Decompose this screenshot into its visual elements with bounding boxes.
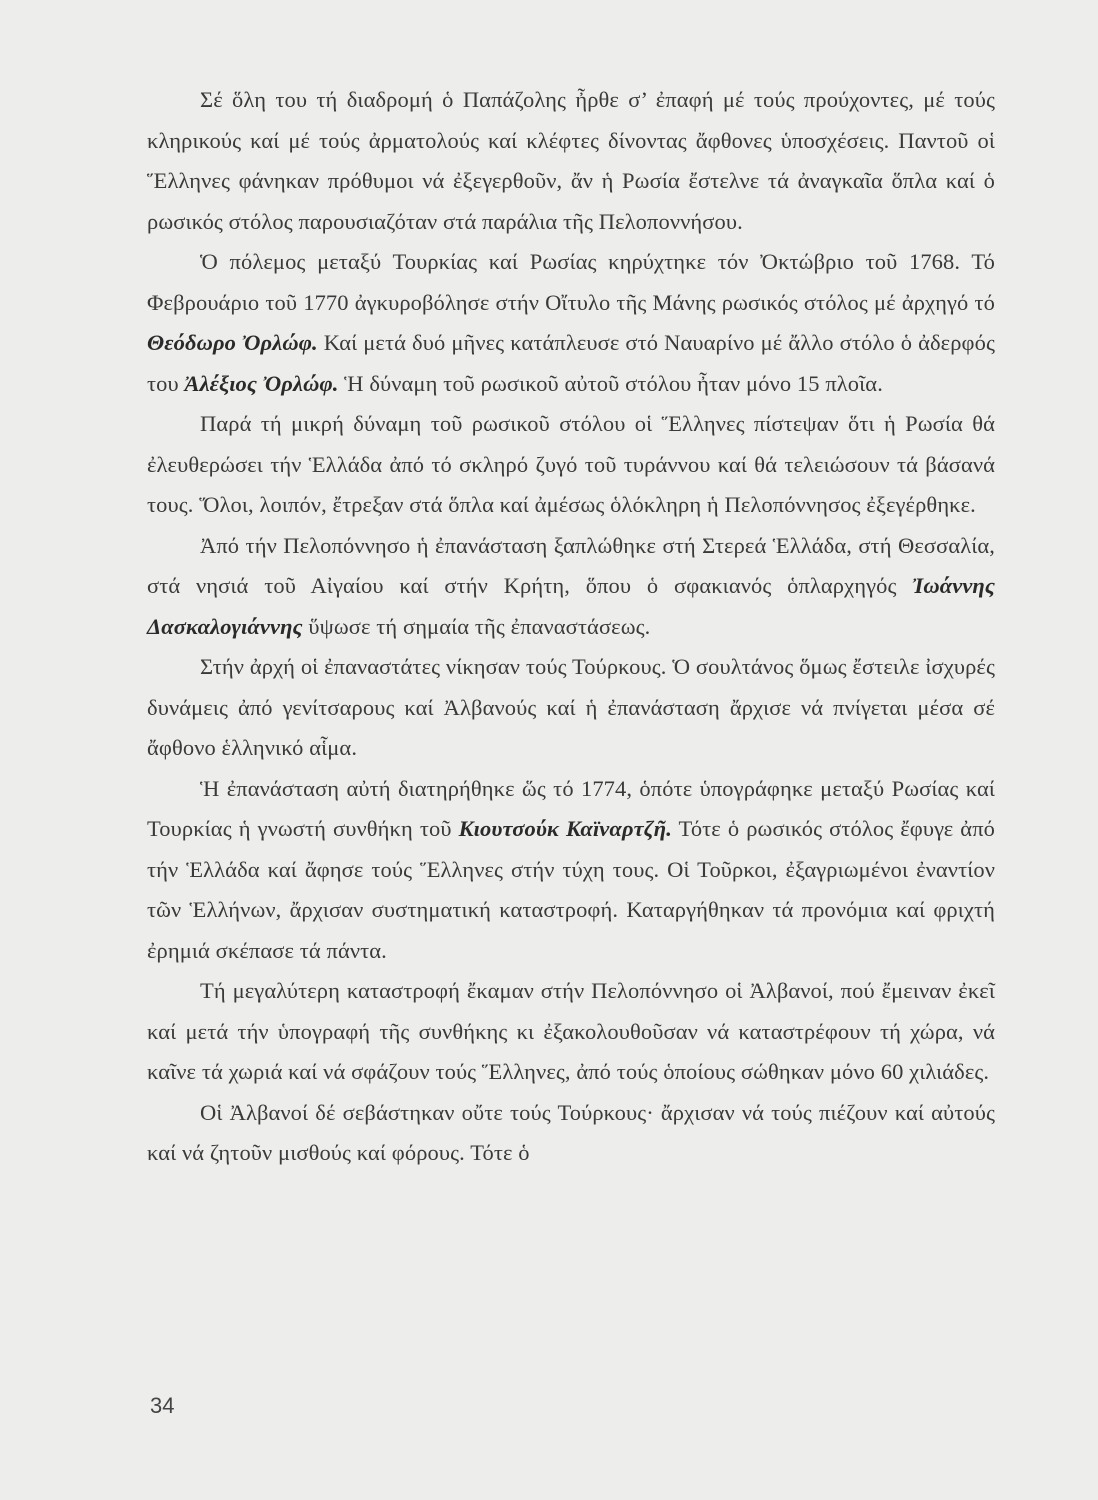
emphasized-name: Κιουτσούκ Καϊναρτζῆ.: [458, 816, 672, 841]
text-segment: Καί μετά δυό μῆνες κατάπλευσε στό Ναυαρίνο μέ ἄλλο στόλο ὁ ἀδερφός του: [147, 330, 995, 396]
text-segment: Οἱ Ἀλβανοί δέ σεβάστηκαν οὔτε τούς Τούρκους· ἄρχισαν νά τούς πιέζουν καί αὐτούς καί νά ζητοῦν μισθούς καί φόρους. Τότε ὁ: [147, 1099, 995, 1165]
text-segment: Σέ ὅλη του τή διαδρομή ὁ Παπάζολης ἦρθε σ’ ἐπαφή μέ τούς προύχοντες, μέ τούς κληρικούς καί μέ τούς ἀρματολούς καί κλέφτες δίνοντας ἄφθονες ὑποσχέσεις. Παντοῦ οἱ Ἕλληνες φάνηκαν πρόθυμοι νά ἐξεγερθοῦν, ἄν ἡ Ρωσία ἔστελνε τά ἀναγκαῖα ὅπλα καί ὁ ρωσικός στόλος παρουσιαζόταν στά παράλια τῆς Πελοποννήσου.: [147, 87, 995, 234]
paragraph-8: [147, 1093, 995, 1174]
body-text: [147, 80, 995, 1174]
paragraph-6: [147, 769, 995, 972]
text-segment: Ἡ ἐπανάσταση αὐτή διατηρήθηκε ὥς τό 1774, ὁπότε ὑπογράφηκε μεταξύ Ρωσίας καί Τουρκίας ἡ γνωστή συνθήκη τοῦ: [147, 775, 995, 841]
text-segment: Ἡ δύναμη τοῦ ρωσικοῦ αὐτοῦ στόλου ἦταν μόνο 15 πλοῖα.: [338, 370, 883, 396]
paragraph-2: [147, 242, 995, 404]
page-number: 34: [150, 1393, 175, 1418]
text-segment: Ὁ πόλεμος μεταξύ Τουρκίας καί Ρωσίας κηρύχτηκε τόν Ὀκτώβριο τοῦ 1768. Τό Φεβρουάριο τοῦ 1770 ἀγκυροβόλησε στήν Οἴτυλο τῆς Μάνης ρωσικός στόλος μέ ἀρχηγό τό: [147, 249, 995, 315]
text-segment: Ἀπό τήν Πελοπόννησο ἡ ἐπανάσταση ξαπλώθηκε στή Στερεά Ἑλλάδα, στή Θεσσαλία, στά νησιά τοῦ Αἰγαίου καί στήν Κρήτη, ὅπου ὁ σφακιανός ὁπλαρχηγός: [147, 532, 995, 598]
text-segment: ὕψωσε τή σημαία τῆς ἐπαναστάσεως.: [302, 613, 651, 639]
paragraph-4: [147, 526, 995, 648]
paragraph-3: [147, 404, 995, 526]
paragraph-5: [147, 647, 995, 769]
emphasized-name: Ἰωάννης Δασκαλογιάννης: [147, 573, 995, 639]
text-segment: Στήν ἀρχή οἱ ἐπαναστάτες νίκησαν τούς Τούρκους. Ὁ σουλτάνος ὅμως ἔστειλε ἰσχυρές δυνάμεις ἀπό γενίτσαρους καί Ἀλβανούς καί ἡ ἐπανάσταση ἄρχισε νά πνίγεται μέσα σέ ἄφθονο ἑλληνικό αἷμα.: [147, 654, 995, 760]
text-segment: Τή μεγαλύτερη καταστροφή ἔκαμαν στήν Πελοπόννησο οἱ Ἀλβανοί, πού ἔμειναν ἐκεῖ καί μετά τήν ὑπογραφή τῆς συνθήκης κι ἐξακολουθοῦσαν νά καταστρέφουν τή χώρα, νά καῖνε τά χωριά καί νά σφάζουν τούς Ἕλληνες, ἀπό τούς ὁποίους σώθηκαν μόνο 60 χιλιάδες.: [147, 978, 995, 1084]
paragraph-7: [147, 971, 995, 1093]
emphasized-name: Θεόδωρο Ὀρλώφ.: [147, 330, 318, 355]
emphasized-name: Ἀλέξιος Ὀρλώφ.: [184, 370, 339, 396]
text-segment: Παρά τή μικρή δύναμη τοῦ ρωσικοῦ στόλου οἱ Ἕλληνες πίστεψαν ὅτι ἡ Ρωσία θά ἐλευθερώσει τήν Ἑλλάδα ἀπό τό σκληρό ζυγό τοῦ τυράννου καί θά τελειώσουν τά βάσανά τους. Ὅλοι, λοιπόν, ἔτρεξαν στά ὅπλα καί ἀμέσως ὁλόκληρη ἡ Πελοπόννησος ἐξεγέρθηκε.: [147, 411, 995, 517]
paragraph-1: [147, 80, 995, 242]
text-segment: Τότε ὁ ρωσικός στόλος ἔφυγε ἀπό τήν Ἑλλάδα καί ἄφησε τούς Ἕλληνες στήν τύχη τους. Οἱ Τοῦρκοι, ἐξαγριωμένοι ἐναντίον τῶν Ἑλλήνων, ἄρχισαν συστηματική καταστροφή. Καταργήθηκαν τά προνόμια καί φριχτή ἐρημιά σκέπασε τά πάντα.: [147, 816, 996, 963]
